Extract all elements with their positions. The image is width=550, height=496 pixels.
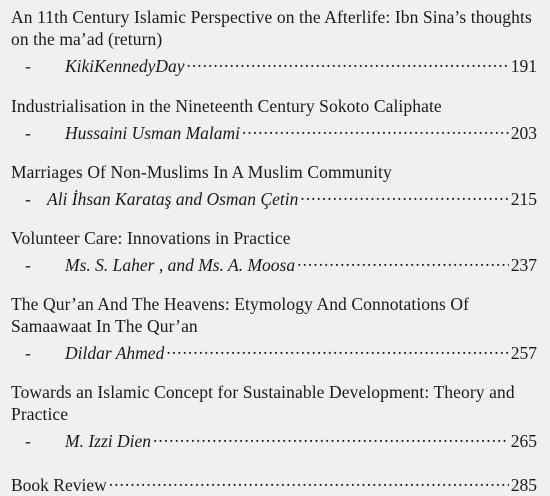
- dot-leader: [187, 50, 509, 72]
- entry-author: Ms. S. Laher , and Ms. A. Moosa: [65, 255, 296, 275]
- entry-author: Dildar Ahmed: [65, 343, 165, 363]
- book-review-entry: [11, 469, 537, 496]
- entry-page-number: 265: [510, 431, 537, 451]
- entry-author-line: [11, 337, 537, 364]
- toc-entry-5: [11, 293, 537, 364]
- entry-title: Industrialisation in the Nineteenth Century Sokoto Caliphate: [11, 96, 442, 116]
- dot-leader: [109, 469, 509, 491]
- entry-author: Ali İhsan Karataş and Osman Çetin: [47, 189, 299, 209]
- entry-author: KikiKennedyDay: [65, 56, 185, 76]
- entry-page-number: 191: [510, 56, 537, 76]
- entry-author-line: [11, 50, 537, 77]
- entry-dash: -: [25, 255, 31, 275]
- dot-leader: [153, 425, 509, 447]
- entry-author-line: [11, 183, 537, 210]
- dot-leader: [297, 249, 509, 271]
- entry-author: Hussaini Usman Malami: [65, 123, 241, 143]
- book-review-page-number: 285: [510, 475, 537, 495]
- toc-entry-3: [11, 161, 537, 210]
- entry-dash: -: [25, 123, 31, 143]
- toc-entry-6: [11, 381, 537, 452]
- entry-title: Marriages Of Non-Muslims In A Muslim Community: [11, 162, 392, 182]
- entry-author-line: [11, 117, 537, 144]
- entry-dash: -: [25, 431, 31, 451]
- table-of-contents: [11, 6, 537, 496]
- toc-entry-4: [11, 227, 537, 276]
- entry-author-line: [11, 249, 537, 276]
- entry-dash: -: [25, 189, 31, 209]
- entry-author-line: [11, 425, 537, 452]
- entry-title: An 11th Century Islamic Perspective on the Afterlife: Ibn Sina’s thoughts on the ma’ad (return): [11, 7, 532, 49]
- toc-entry-1: [11, 6, 537, 77]
- entry-page-number: 203: [510, 123, 537, 143]
- dot-leader: [242, 117, 509, 139]
- entry-author: M. Izzi Dien: [65, 431, 152, 451]
- entry-title: Volunteer Care: Innovations in Practice: [11, 228, 291, 248]
- entry-title: The Qur’an And The Heavens: Etymology And Connotations Of Samaawaat In The Qur’an: [11, 294, 470, 336]
- entry-title: Towards an Islamic Concept for Sustainable Development: Theory and Practice: [11, 382, 515, 424]
- toc-entry-2: [11, 95, 537, 144]
- dot-leader: [166, 337, 508, 359]
- entry-dash: -: [25, 343, 31, 363]
- entry-dash: -: [25, 56, 31, 76]
- book-review-label: Book Review: [11, 475, 107, 495]
- dot-leader: [300, 183, 508, 205]
- entry-page-number: 215: [510, 189, 537, 209]
- entry-page-number: 237: [510, 255, 537, 275]
- entry-page-number: 257: [510, 343, 537, 363]
